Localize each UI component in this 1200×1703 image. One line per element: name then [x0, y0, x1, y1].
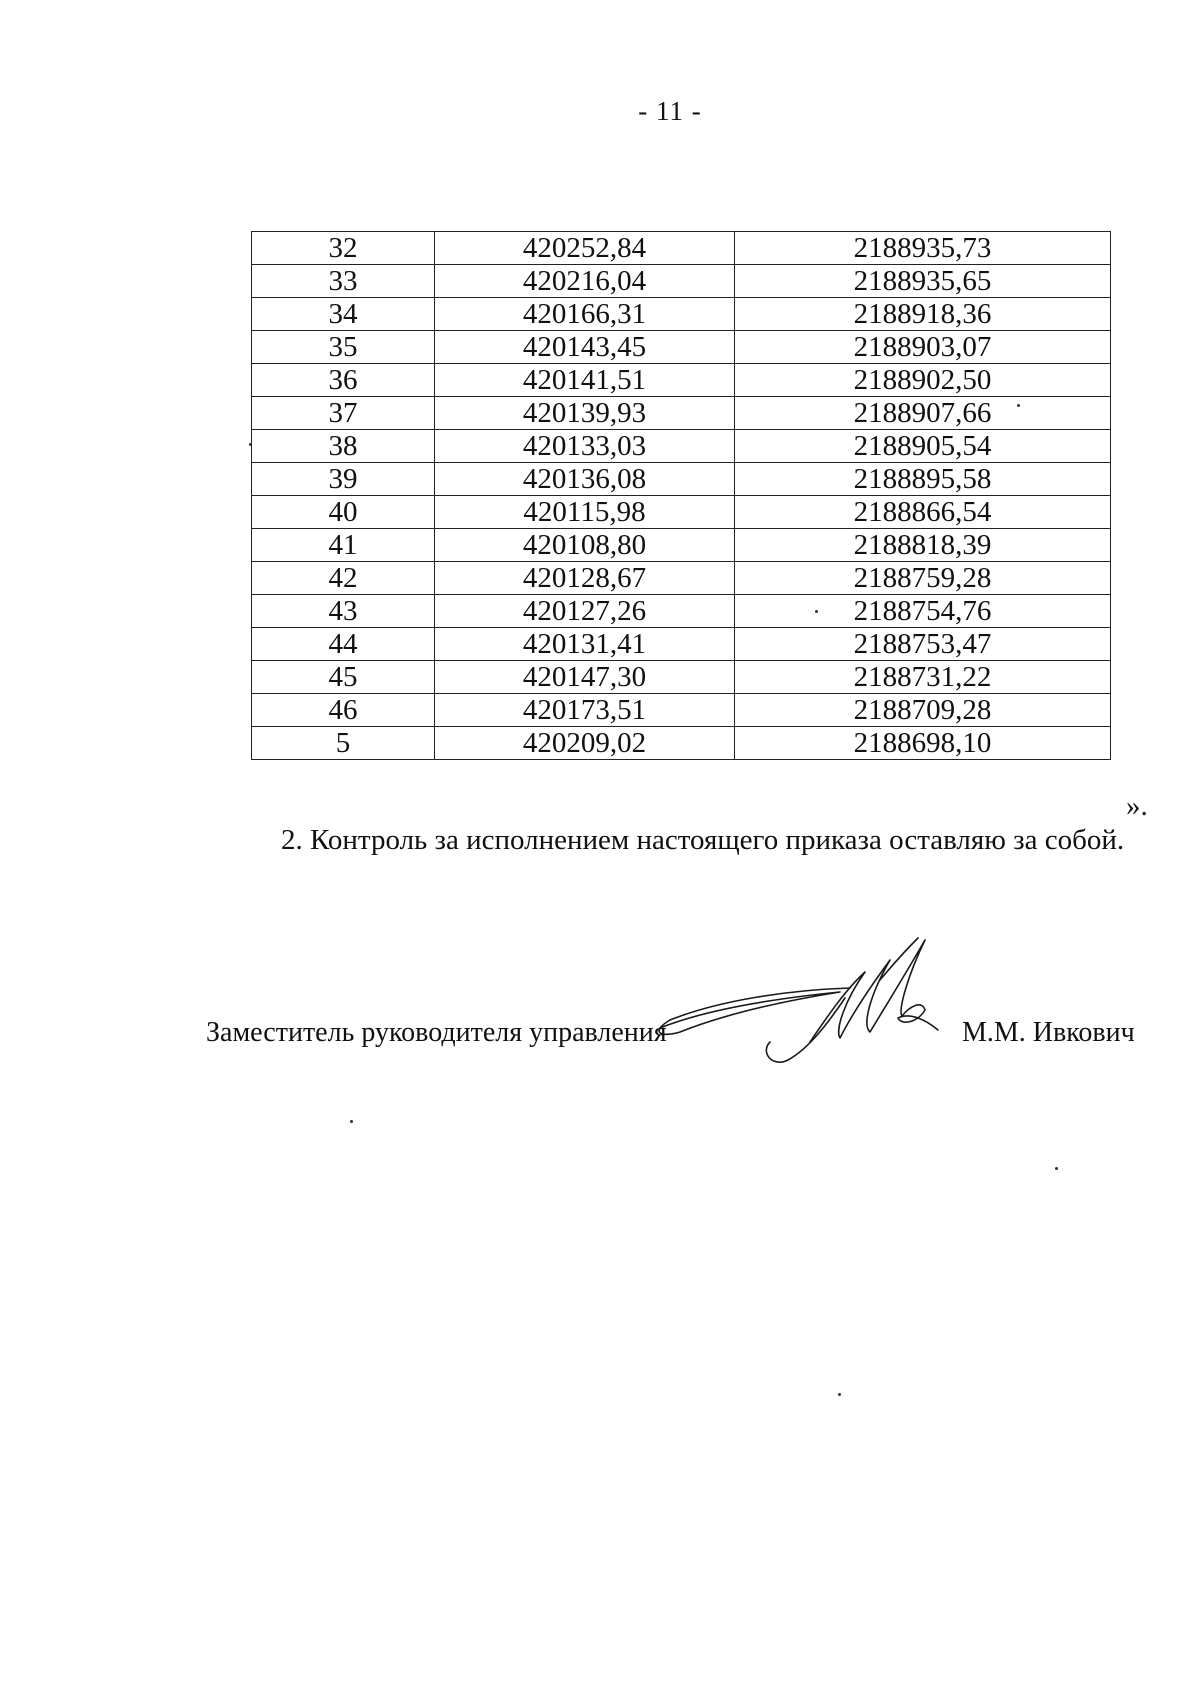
signer-title: Заместитель руководителя управления — [206, 1017, 667, 1048]
point-number-cell: 33 — [252, 265, 435, 298]
point-number-cell: 44 — [252, 628, 435, 661]
table-row — [252, 694, 1111, 727]
point-number-cell: 40 — [252, 496, 435, 529]
x-coordinate-cell: 420166,31 — [435, 298, 735, 331]
point-number-cell: 32 — [252, 232, 435, 265]
y-coordinate-cell: 2188754,76 — [735, 595, 1111, 628]
page-number: - 11 - — [638, 96, 702, 126]
y-coordinate-cell: 2188866,54 — [735, 496, 1111, 529]
table-row — [252, 364, 1111, 397]
y-coordinate-cell: 2188935,73 — [735, 232, 1111, 265]
scan-speck — [1017, 404, 1020, 407]
point-number-cell: 35 — [252, 331, 435, 364]
signer-name: М.М. Ивкович — [962, 1017, 1135, 1048]
x-coordinate-cell: 420143,45 — [435, 331, 735, 364]
scan-speck — [1055, 1167, 1058, 1170]
y-coordinate-cell: 2188818,39 — [735, 529, 1111, 562]
closing-quote: ». — [1126, 790, 1148, 822]
x-coordinate-cell: 420252,84 — [435, 232, 735, 265]
scan-speck — [815, 610, 818, 613]
y-coordinate-cell: 2188709,28 — [735, 694, 1111, 727]
point-number-cell: 38 — [252, 430, 435, 463]
point-number-cell: 41 — [252, 529, 435, 562]
point-number-cell: 36 — [252, 364, 435, 397]
scan-speck — [838, 1393, 841, 1396]
table-row — [252, 628, 1111, 661]
table-row — [252, 496, 1111, 529]
x-coordinate-cell: 420139,93 — [435, 397, 735, 430]
table-row — [252, 529, 1111, 562]
y-coordinate-cell: 2188895,58 — [735, 463, 1111, 496]
coordinates-table-body — [252, 232, 1111, 760]
table-row — [252, 562, 1111, 595]
x-coordinate-cell: 420108,80 — [435, 529, 735, 562]
y-coordinate-cell: 2188753,47 — [735, 628, 1111, 661]
x-coordinate-cell: 420141,51 — [435, 364, 735, 397]
table-row — [252, 430, 1111, 463]
y-coordinate-cell: 2188731,22 — [735, 661, 1111, 694]
y-coordinate-cell: 2188918,36 — [735, 298, 1111, 331]
point-number-cell: 34 — [252, 298, 435, 331]
coordinates-table — [251, 231, 1111, 760]
table-row — [252, 298, 1111, 331]
y-coordinate-cell: 2188698,10 — [735, 727, 1111, 760]
x-coordinate-cell: 420127,26 — [435, 595, 735, 628]
point-number-cell: 46 — [252, 694, 435, 727]
y-coordinate-cell: 2188907,66 — [735, 397, 1111, 430]
table-row — [252, 397, 1111, 430]
point-number-cell: 37 — [252, 397, 435, 430]
handwritten-signature — [640, 920, 980, 1080]
y-coordinate-cell: 2188759,28 — [735, 562, 1111, 595]
y-coordinate-cell: 2188902,50 — [735, 364, 1111, 397]
x-coordinate-cell: 420133,03 — [435, 430, 735, 463]
x-coordinate-cell: 420209,02 — [435, 727, 735, 760]
table-row — [252, 232, 1111, 265]
table-row — [252, 727, 1111, 760]
scan-speck — [350, 1120, 353, 1123]
point-number-cell: 43 — [252, 595, 435, 628]
point-number-cell: 42 — [252, 562, 435, 595]
y-coordinate-cell: 2188903,07 — [735, 331, 1111, 364]
x-coordinate-cell: 420147,30 — [435, 661, 735, 694]
y-coordinate-cell: 2188905,54 — [735, 430, 1111, 463]
table-row — [252, 463, 1111, 496]
control-clause: 2. Контроль за исполнением настоящего приказа оставляю за собой. — [281, 824, 1125, 856]
y-coordinate-cell: 2188935,65 — [735, 265, 1111, 298]
x-coordinate-cell: 420128,67 — [435, 562, 735, 595]
point-number-cell: 5 — [252, 727, 435, 760]
x-coordinate-cell: 420115,98 — [435, 496, 735, 529]
point-number-cell: 39 — [252, 463, 435, 496]
x-coordinate-cell: 420131,41 — [435, 628, 735, 661]
scan-speck — [249, 443, 252, 446]
x-coordinate-cell: 420136,08 — [435, 463, 735, 496]
point-number-cell: 45 — [252, 661, 435, 694]
table-row — [252, 265, 1111, 298]
table-row — [252, 595, 1111, 628]
x-coordinate-cell: 420216,04 — [435, 265, 735, 298]
table-row — [252, 331, 1111, 364]
table-row — [252, 661, 1111, 694]
x-coordinate-cell: 420173,51 — [435, 694, 735, 727]
